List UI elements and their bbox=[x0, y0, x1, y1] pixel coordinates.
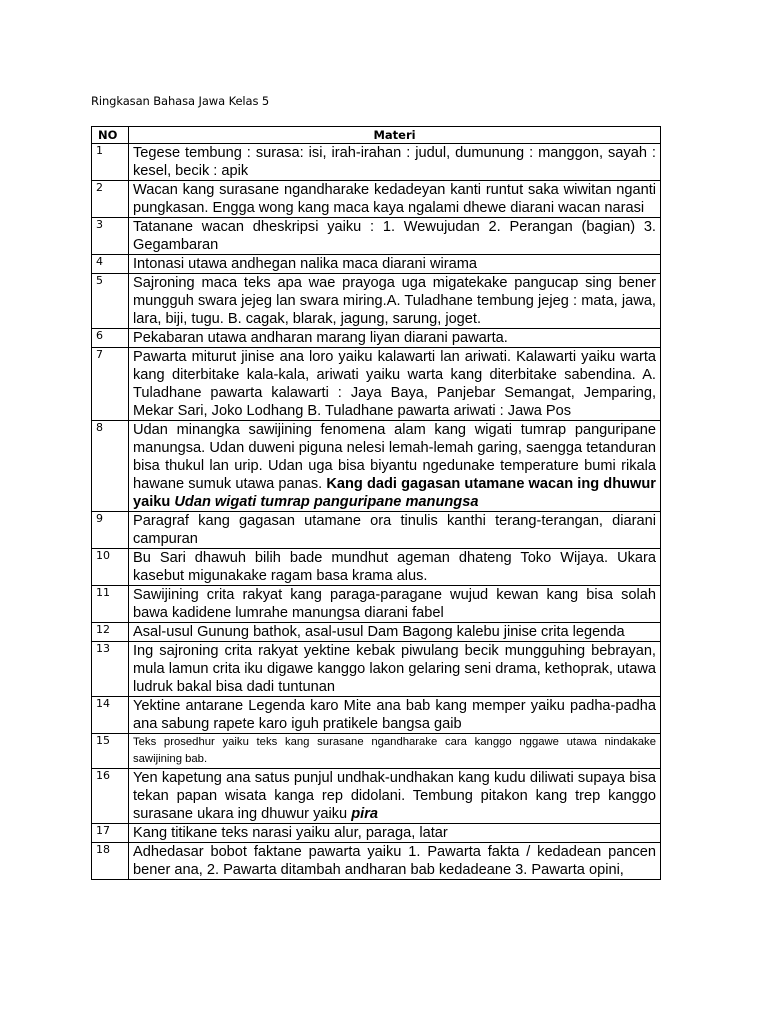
table-row bbox=[92, 512, 661, 549]
row-materi: Kang titikane teks narasi yaiku alur, paraga, latar bbox=[129, 824, 661, 843]
row-number: 8 bbox=[92, 421, 129, 512]
row-materi-bold-italic: Udan wigati tumrap panguripane manungsa bbox=[174, 494, 479, 510]
row-number: 2 bbox=[92, 181, 129, 218]
row-materi: Intonasi utawa andhegan nalika maca diarani wirama bbox=[129, 255, 661, 274]
table-row bbox=[92, 255, 661, 274]
table-row bbox=[92, 824, 661, 843]
row-number: 10 bbox=[92, 549, 129, 586]
row-number: 16 bbox=[92, 769, 129, 824]
table-header-row bbox=[92, 127, 661, 144]
row-materi: Ing sajroning crita rakyat yektine kebak piwulang becik mungguhing bebrayan, mula lamun crita iku digawe kanggo lakon gelaring seni drama, kethoprak, utawa ludruk bakal bisa dadi tuntunan bbox=[129, 642, 661, 697]
table-row bbox=[92, 181, 661, 218]
row-materi: Tatanane wacan dheskripsi yaiku : 1. Wewujudan 2. Perangan (bagian) 3. Gegambaran bbox=[129, 218, 661, 255]
header-no: NO bbox=[92, 127, 129, 144]
row-number: 17 bbox=[92, 824, 129, 843]
table-row bbox=[92, 421, 661, 512]
row-number: 14 bbox=[92, 697, 129, 734]
row-number: 12 bbox=[92, 623, 129, 642]
row-number: 5 bbox=[92, 274, 129, 329]
table-row bbox=[92, 734, 661, 769]
row-materi-text: Yen kapetung ana satus punjul undhak-undhakan kang kudu diliwati supaya bisa tekan papan wisata kanga rep didolani. Tembung pitakon kang trep kanggo surasane ukara ing dhuwur yaiku bbox=[133, 770, 656, 822]
table-row bbox=[92, 218, 661, 255]
row-materi: Pawarta miturut jinise ana loro yaiku kalawarti lan ariwati. Kalawarti yaiku warta kang diterbitake kala-kala, ariwati yaiku warta kang diterbitake sabendina. A. Tuladhane pawarta kalawarti : Jaya Baya, Panjebar Semangat, Jemparing, Mekar Sari, Joko Lodhang B. Tuladhane pawarta ariwati : Jawa Pos bbox=[129, 348, 661, 421]
row-materi: Teks prosedhur yaiku teks kang surasane ngandharake cara kanggo nggawe utawa nindakake sawijining bab. bbox=[129, 734, 661, 769]
table-row bbox=[92, 549, 661, 586]
row-materi-bold-italic: pira bbox=[351, 806, 378, 822]
table-row bbox=[92, 348, 661, 421]
row-materi-text: Udan minangka sawijining fenomena alam kang wigati tumrap panguripane manungsa. Udan duweni piguna nelesi lemah-lemah garing, saengga tetanduran bisa thukul lan urip. Udan uga bisa biyantu ngedunake temperature bumi rikala hawane sumuk utawa panas. bbox=[133, 422, 656, 492]
table-row bbox=[92, 697, 661, 734]
row-materi: Asal-usul Gunung bathok, asal-usul Dam Bagong kalebu jinise crita legenda bbox=[129, 623, 661, 642]
row-materi-bold: Kang dadi gagasan utamane wacan ing dhuwur yaiku bbox=[133, 476, 656, 510]
row-number: 7 bbox=[92, 348, 129, 421]
row-materi: Wacan kang surasane ngandharake kedadeyan kanti runtut saka wiwitan nganti pungkasan. Engga wong kang maca kaya ngalami dhewe diarani wacan narasi bbox=[129, 181, 661, 218]
table-row bbox=[92, 769, 661, 824]
row-materi: Adhedasar bobot faktane pawarta yaiku 1. Pawarta fakta / kedadean pancen bener ana, 2. Pawarta ditambah andharan bab kedadeane 3. Pawarta opini, bbox=[129, 843, 661, 880]
row-materi: Sawijining crita rakyat kang paraga-paragane wujud kewan kang bisa solah bawa kadidene lumrahe manungsa diarani fabel bbox=[129, 586, 661, 623]
row-materi bbox=[129, 769, 661, 824]
row-number: 13 bbox=[92, 642, 129, 697]
table-row bbox=[92, 144, 661, 181]
row-number: 9 bbox=[92, 512, 129, 549]
row-number: 11 bbox=[92, 586, 129, 623]
row-number: 18 bbox=[92, 843, 129, 880]
row-number: 3 bbox=[92, 218, 129, 255]
row-number: 6 bbox=[92, 329, 129, 348]
row-number: 15 bbox=[92, 734, 129, 769]
row-materi: Tegese tembung : surasa: isi, irah-irahan : judul, dumunung : manggon, sayah : kesel, becik : apik bbox=[129, 144, 661, 181]
table-row bbox=[92, 642, 661, 697]
summary-table bbox=[91, 126, 661, 880]
table-row bbox=[92, 623, 661, 642]
table-row bbox=[92, 329, 661, 348]
row-number: 4 bbox=[92, 255, 129, 274]
table-row bbox=[92, 586, 661, 623]
row-materi: Bu Sari dhawuh bilih bade mundhut ageman dhateng Toko Wijaya. Ukara kasebut migunakake ragam basa krama alus. bbox=[129, 549, 661, 586]
row-materi: Pekabaran utawa andharan marang liyan diarani pawarta. bbox=[129, 329, 661, 348]
row-number: 1 bbox=[92, 144, 129, 181]
header-materi: Materi bbox=[129, 127, 661, 144]
document-title: Ringkasan Bahasa Jawa Kelas 5 bbox=[91, 94, 270, 108]
row-materi: Yektine antarane Legenda karo Mite ana bab kang memper yaiku padha-padha ana sabung rapete karo iguh pratikele bangsa gaib bbox=[129, 697, 661, 734]
table-row bbox=[92, 843, 661, 880]
row-materi: Paragraf kang gagasan utamane ora tinulis kanthi terang-terangan, diarani campuran bbox=[129, 512, 661, 549]
row-materi bbox=[129, 421, 661, 512]
table-row bbox=[92, 274, 661, 329]
row-materi: Sajroning maca teks apa wae prayoga uga migatekake pangucap sing bener mungguh swara jejeg lan swara miring.A. Tuladhane tembung jejeg : mata, jawa, lara, biji, tugu. B. cagak, blarak, jagung, sarung, joget. bbox=[129, 274, 661, 329]
